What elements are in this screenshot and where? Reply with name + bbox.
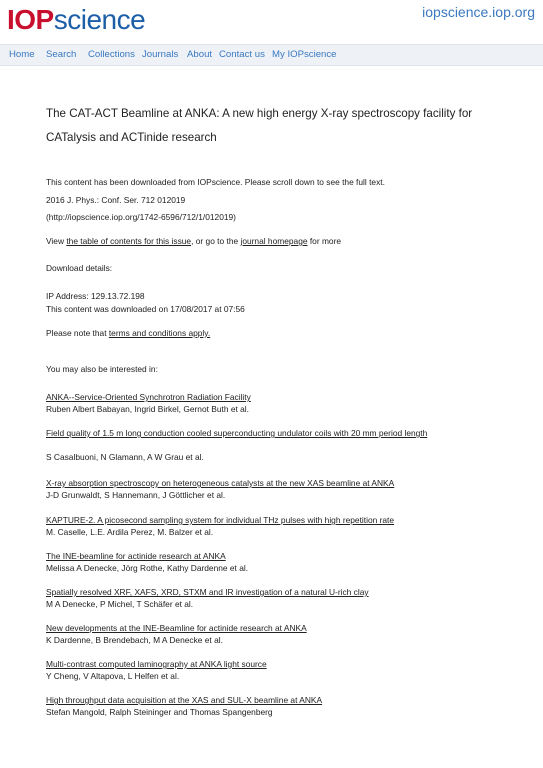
toc-link[interactable]: the table of contents for this issue — [66, 236, 192, 246]
related-authors-1: Ruben Albert Babayan, Ingrid Birkel, Gernot Buth et al. — [46, 404, 249, 414]
view-line: View the table of contents for this issue, or go to the journal homepage for more — [46, 236, 342, 246]
nav-bar — [0, 44, 543, 66]
related-authors-3: J-D Grunwaldt, S Hannemann, J Göttlicher et al. — [46, 490, 226, 500]
download-note: This content has been downloaded from IOPscience. Please scroll down to see the full text. — [46, 177, 385, 187]
journal-homepage-link[interactable]: journal homepage — [240, 236, 308, 246]
terms-line: Please note that terms and conditions apply. — [46, 328, 211, 338]
iopscience-logo[interactable]: IOPscience — [7, 4, 146, 35]
related-authors-9: Stefan Mangold, Ralph Steininger and Thomas Spangenberg — [46, 707, 273, 717]
related-title-5[interactable]: The INE-beamline for actinide research at ANKA — [46, 551, 226, 561]
related-authors-7: K Dardenne, B Brendebach, M A Denecke et al. — [46, 635, 223, 645]
related-authors-5: Melissa A Denecke, Jörg Rothe, Kathy Dardenne et al. — [46, 563, 249, 573]
related-title-2[interactable]: Field quality of 1.5 m long conduction cooled superconducting undulator coils with 20 mm period length — [46, 428, 428, 438]
terms-link[interactable]: terms and conditions apply. — [108, 328, 211, 338]
related-title-7[interactable]: New developments at the INE-Beamline for actinide research at ANKA — [46, 623, 307, 633]
site-header — [0, 0, 543, 44]
nav-contact-us[interactable]: Contact us — [219, 49, 265, 60]
related-authors-8: Y Cheng, V Altapova, L Helfen et al. — [46, 671, 180, 681]
download-date: This content was downloaded on 17/08/2017 at 07:56 — [46, 304, 245, 314]
nav-collections[interactable]: Collections — [88, 49, 135, 60]
interested-heading: You may also be interested in: — [46, 364, 158, 374]
download-details-heading: Download details: — [46, 263, 113, 273]
nav-about[interactable]: About — [187, 49, 213, 60]
nav-search[interactable]: Search — [46, 49, 77, 60]
related-title-8[interactable]: Multi-contrast computed laminography at ANKA light source — [46, 659, 267, 669]
ip-address: IP Address: 129.13.72.198 — [46, 291, 145, 301]
nav-my-iopscience[interactable]: My IOPscience — [272, 49, 337, 60]
related-title-4[interactable]: KAPTURE-2. A picosecond sampling system for individual THz pulses with high repetition rate — [46, 515, 395, 525]
related-title-1[interactable]: ANKA--Service-Oriented Synchrotron Radiation Facility — [46, 392, 251, 402]
related-authors-2: S Casalbuoni, N Glamann, A W Grau et al. — [46, 452, 204, 462]
related-title-3[interactable]: X-ray absorption spectroscopy on heterogeneous catalysts at the new XAS beamline at ANKA — [46, 478, 395, 488]
related-title-9[interactable]: High throughput data acquisition at the XAS and SUL-X beamline at ANKA — [46, 695, 323, 705]
related-authors-6: M A Denecke, P Michel, T Schäfer et al. — [46, 599, 194, 609]
article-url: (http://iopscience.iop.org/1742-6596/712/1/012019) — [46, 212, 236, 222]
related-title-6[interactable]: Spatially resolved XRF, XAFS, XRD, STXM and IR investigation of a natural U-rich clay — [46, 587, 369, 597]
nav-home[interactable]: Home — [9, 49, 35, 60]
nav-journals[interactable]: Journals — [142, 49, 179, 60]
citation: 2016 J. Phys.: Conf. Ser. 712 012019 — [46, 195, 186, 205]
article-title: The CAT-ACT Beamline at ANKA: A new high energy X-ray spectroscopy facility for CATalysis and ACTinide research — [46, 107, 473, 144]
site-url-link[interactable]: iopscience.iop.org — [422, 4, 535, 20]
related-authors-4: M. Caselle, L.E. Ardila Perez, M. Balzer et al. — [46, 527, 214, 537]
